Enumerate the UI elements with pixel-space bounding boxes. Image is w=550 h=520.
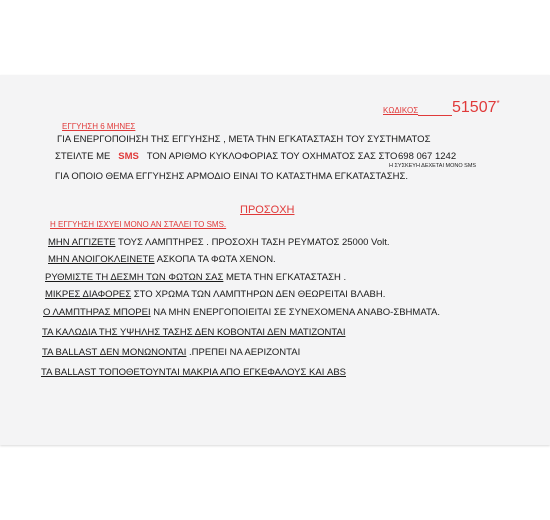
phone-number: 698 067 1242 <box>398 151 457 162</box>
rule-item <box>45 273 346 283</box>
intro-line-1: ΓΙΑ ΕΝΕΡΓΟΠΟΙΗΣΗ ΤΗΣ ΕΓΓΥΗΣΗΣ , ΜΕΤΑ ΤΗΝ ΕΓΚΑΤΑΣΤΑΣΗ ΤΟΥ ΣΥΣΤΗΜΑΤΟΣ <box>57 134 431 145</box>
rule-text: ΣΤΟ ΧΡΩΜΑ ΤΩΝ ΛΑΜΠΤΗΡΩΝ ΔΕΝ ΘΕΩΡΕΙΤΑΙ ΒΛΑΒΗ. <box>131 289 386 300</box>
rule-text: ΑΣΚΟΠΑ ΤΑ ΦΩΤΑ XENON. <box>154 254 276 265</box>
rule-lead: ΜΙΚΡΕΣ ΔΙΑΦΟΡΕΣ <box>45 289 132 300</box>
rule-lead: ΜΗΝ ΑΝΟΙΓΟΚΛΕΙΝΕΤΕ <box>48 254 155 265</box>
warranty-duration-label: ΕΓΓΥΗΣΗ 6 ΜΗΝΕΣ <box>62 122 136 131</box>
code-mark: * <box>496 99 500 108</box>
rule-item <box>48 255 276 265</box>
rule-item <box>43 308 440 318</box>
sms-highlight: SMS <box>118 151 139 162</box>
code-underline <box>418 115 452 116</box>
rule-text: .ΠΡΕΠΕΙ ΝΑ ΑΕΡΙΖΟΝΤΑΙ <box>186 347 301 358</box>
rule-lead: ΤΑ BALLAST ΔΕΝ ΜΟΝΩΝΟΝΤΑΙ <box>42 347 187 358</box>
intro-line-2 <box>55 152 397 162</box>
rule-lead: ΤΑ ΚΑΛΩΔΙΑ ΤΗΣ ΥΨΗΛΗΣ ΤΑΣΗΣ ΔΕΝ ΚΟΒΟΝΤΑΙ ΔΕΝ ΜΑΤΙΖΟΝΤΑΙ <box>42 327 346 338</box>
rule-item <box>48 238 390 248</box>
rule-lead: ΜΗΝ ΑΓΓΙΖΕΤΕ <box>48 237 116 248</box>
rule-text: ΝΑ ΜΗΝ ΕΝΕΡΓΟΠΟΙΕΙΤΑΙ ΣΕ ΣΥΝΕΧΟΜΕΝΑ ΑΝΑΒΟ-ΣΒΗΜΑΤΑ. <box>150 307 441 318</box>
rule-text: ΤΟΥΣ ΛΑΜΠΤΗΡΕΣ . ΠΡΟΣΟΧΗ ΤΑΣΗ ΡΕΥΜΑΤΟΣ 25000 Volt. <box>115 237 390 248</box>
intro-line-3: ΓΙΑ ΟΠΟΙΟ ΘΕΜΑ ΕΓΓΥΗΣΗΣ ΑΡΜΟΔΙΟ ΕΙΝΑΙ ΤΟ ΚΑΤΑΣΤΗΜΑ ΕΓΚΑΤΑΣΤΑΣΗΣ. <box>55 171 408 182</box>
rule-lead: Ο ΛΑΜΠΤΗΡΑΣ ΜΠΟΡΕΙ <box>43 307 151 318</box>
rule-text: ΜΕΤΑ ΤΗΝ ΕΓΚΑΤΑΣΤΑΣΗ . <box>223 272 347 283</box>
rule-item <box>42 328 345 338</box>
code-value <box>452 100 500 116</box>
code-number: 51507 <box>452 99 497 116</box>
rule-lead: ΤΑ BALLAST ΤΟΠΟΘΕΤΟΥΝΤΑΙ ΜΑΚΡΙΑ ΑΠΟ ΕΓΚΕΦΑΛΟΥΣ ΚΑΙ ABS <box>41 367 346 378</box>
warranty-sheet <box>0 75 550 445</box>
sms-only-note: Η ΣΥΣΚΕΥΗ ΔΕΧΕΤΑΙ ΜΟΝΟ SMS <box>389 163 477 169</box>
rule-lead: ΡΥΘΜΙΣΤΕ ΤΗ ΔΕΣΜΗ ΤΩΝ ΦΩΤΩΝ ΣΑΣ <box>45 272 224 283</box>
attention-subtitle: Η ΕΓΓΥΗΣΗ ΙΣΧΥΕΙ ΜΟΝΟ ΑΝ ΣΤΑΛΕΙ ΤΟ SMS. <box>50 220 227 229</box>
rule-item <box>42 348 300 358</box>
code-label: ΚΩΔΙΚΟΣ <box>383 106 419 115</box>
intro-line-2-post: ΤΟΝ ΑΡΙΘΜΟ ΚΥΚΛΟΦΟΡΙΑΣ ΤΟΥ ΟΧΗΜΑΤΟΣ ΣΑΣ ΣΤΟ <box>146 151 398 162</box>
attention-title: ΠΡΟΣΟΧΗ <box>240 204 295 216</box>
intro-line-2-pre: ΣΤΕΙΛΤΕ ΜΕ <box>55 151 111 162</box>
rule-item <box>41 368 346 378</box>
rule-item <box>45 290 385 300</box>
